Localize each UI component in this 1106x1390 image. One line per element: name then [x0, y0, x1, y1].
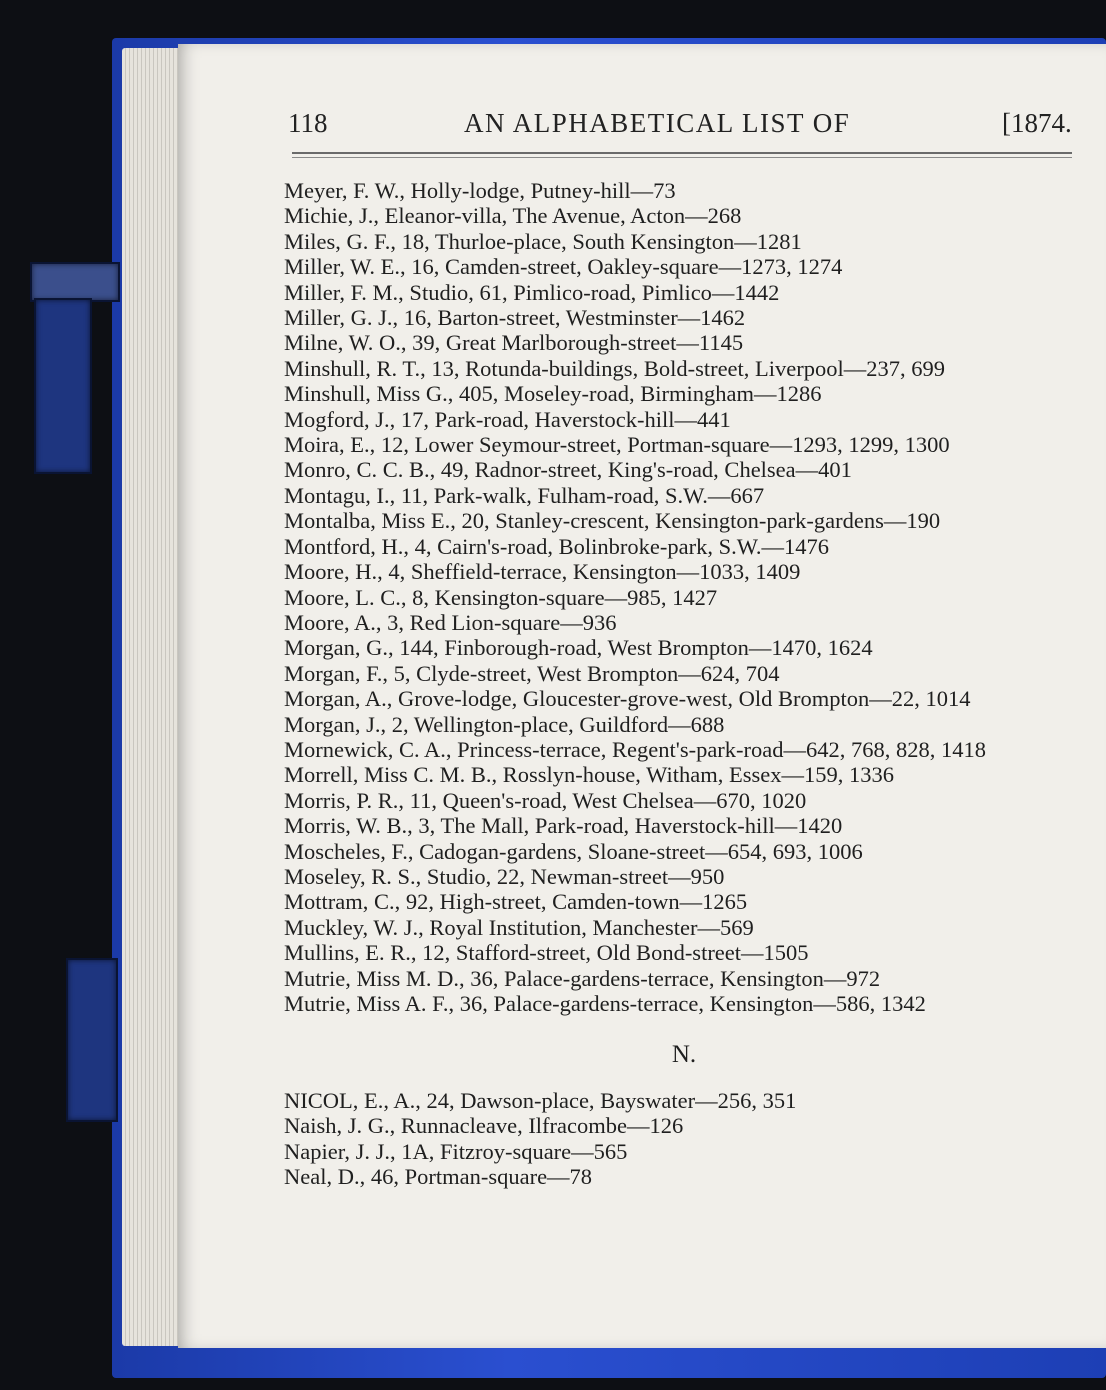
- list-item: Morrell, Miss C. M. B., Rosslyn-house, Witham, Essex—159, 1336: [284, 762, 894, 788]
- list-item: Naish, J. G., Runnacleave, Ilfracombe—126: [284, 1113, 684, 1139]
- list-item: Morris, W. B., 3, The Mall, Park-road, Haverstock-hill—1420: [284, 813, 843, 839]
- header-year: [1874.: [1002, 108, 1072, 138]
- list-item: Minshull, Miss G., 405, Moseley-road, Birmingham—1286: [284, 381, 822, 407]
- header-rule: [292, 152, 1072, 154]
- list-item: Montalba, Miss E., 20, Stanley-crescent, Kensington-park-gardens—190: [284, 508, 941, 534]
- list-item: Moira, E., 12, Lower Seymour-street, Portman-square—1293, 1299, 1300: [284, 432, 950, 458]
- list-item: Milne, W. O., 39, Great Marlborough-street—1145: [284, 330, 744, 356]
- ribbon-marker-top: [30, 262, 120, 302]
- list-item: Napier, J. J., 1A, Fitzroy-square—565: [284, 1138, 628, 1164]
- list-item: Minshull, R. T., 13, Rotunda-buildings, Bold-street, Liverpool—237, 699: [284, 355, 946, 381]
- list-item: Morgan, F., 5, Clyde-street, West Brompton—624, 704: [284, 660, 780, 686]
- ribbon-marker-lower: [66, 958, 118, 1122]
- list-item: Morgan, J., 2, Wellington-place, Guildford—688: [284, 711, 725, 737]
- entry-list: [284, 178, 1084, 1189]
- page-title: AN ALPHABETICAL LIST OF: [464, 108, 851, 138]
- list-item: Mutrie, Miss M. D., 36, Palace-gardens-terrace, Kensington—972: [284, 965, 881, 991]
- list-item: NICOL, E., A., 24, Dawson-place, Bayswater—256, 351: [284, 1087, 797, 1113]
- list-item: Mornewick, C. A., Princess-terrace, Regent's-park-road—642, 768, 828, 1418: [284, 736, 987, 762]
- list-item: Montagu, I., 11, Park-walk, Fulham-road, S.W.—667: [284, 482, 765, 508]
- list-item: Mullins, E. R., 12, Stafford-street, Old Bond-street—1505: [284, 940, 809, 966]
- list-item: Moscheles, F., Cadogan-gardens, Sloane-street—654, 693, 1006: [284, 838, 863, 864]
- list-item: Mutrie, Miss A. F., 36, Palace-gardens-terrace, Kensington—586, 1342: [284, 991, 926, 1016]
- list-item: Meyer, F. W., Holly-lodge, Putney-hill—73: [284, 178, 676, 203]
- list-item: Morgan, G., 144, Finborough-road, West Brompton—1470, 1624: [284, 635, 873, 661]
- list-item: Morris, P. R., 11, Queen's-road, West Chelsea—670, 1020: [284, 787, 807, 813]
- list-item: Mottram, C., 92, High-street, Camden-town—1265: [284, 889, 748, 915]
- list-item: Michie, J., Eleanor-villa, The Avenue, Acton—268: [284, 203, 742, 229]
- list-item: Mogford, J., 17, Park-road, Haverstock-hill—441: [284, 406, 731, 432]
- section-heading: N.: [671, 1041, 697, 1069]
- list-item: Montford, H., 4, Cairn's-road, Bolinbroke-park, S.W.—1476: [284, 533, 830, 559]
- list-item: Neal, D., 46, Portman-square—78: [284, 1164, 593, 1190]
- ribbon-marker-upper: [34, 298, 92, 474]
- list-item: Moore, A., 3, Red Lion-square—936: [284, 609, 617, 635]
- list-item: Moseley, R. S., Studio, 22, Newman-street—950: [284, 863, 725, 889]
- list-item: Miller, W. E., 16, Camden-street, Oakley-square—1273, 1274: [284, 254, 843, 280]
- running-header: [288, 108, 1078, 148]
- list-item: Miles, G. F., 18, Thurloe-place, South Kensington—1281: [284, 228, 802, 254]
- list-item: Monro, C. C. B., 49, Radnor-street, King's-road, Chelsea—401: [284, 457, 852, 483]
- list-item: Moore, H., 4, Sheffield-terrace, Kensington—1033, 1409: [284, 559, 801, 585]
- list-item: Miller, F. M., Studio, 61, Pimlico-road, Pimlico—1442: [284, 279, 780, 305]
- list-item: Morgan, A., Grove-lodge, Gloucester-grove-west, Old Brompton—22, 1014: [284, 686, 971, 712]
- header-rule-thin: [292, 157, 1072, 158]
- list-item: Miller, G. J., 16, Barton-street, Westminster—1462: [284, 305, 746, 331]
- page-number: 118: [288, 108, 328, 138]
- list-item: Moore, L. C., 8, Kensington-square—985, 1427: [284, 584, 718, 610]
- list-item: Muckley, W. J., Royal Institution, Manchester—569: [284, 914, 754, 940]
